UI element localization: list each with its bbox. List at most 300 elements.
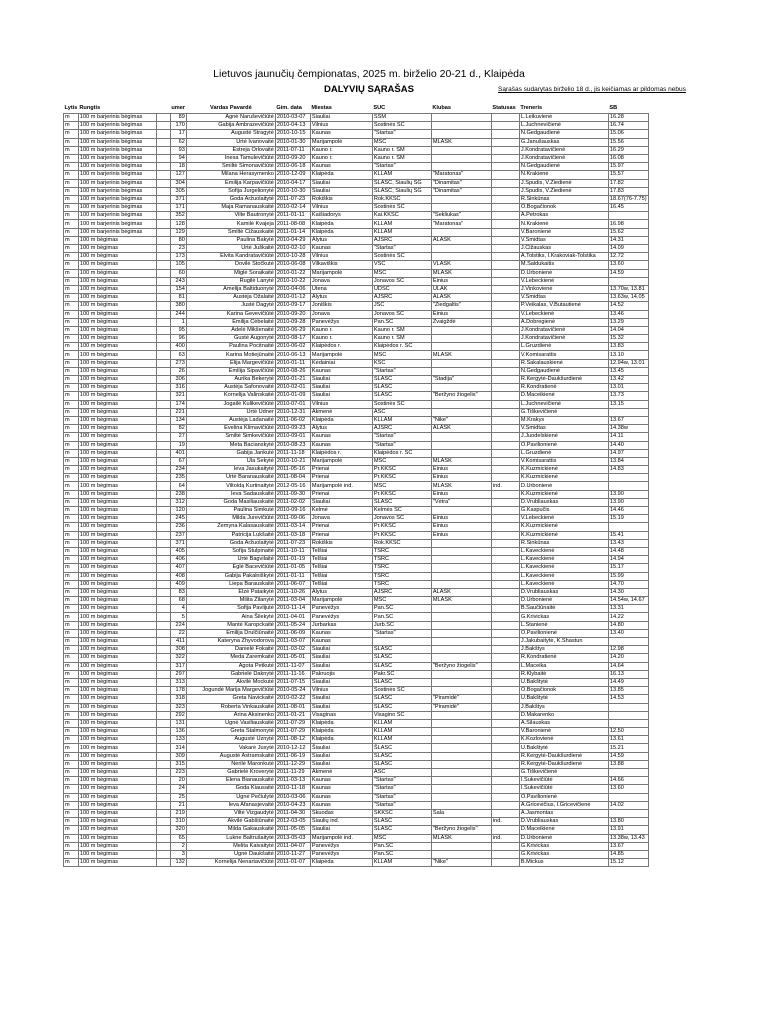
cell-sb: 13.70w, 13.81 [608,285,648,293]
cell-blank [156,449,170,457]
cell-number: 245 [170,515,186,523]
cell-blank [156,613,170,621]
cell-club [431,122,491,130]
cell-blank [156,752,170,760]
cell-city: Telšiai [310,564,372,572]
cell-name: Augustė Astramskaitė [186,752,275,760]
cell-birthdate: 2010-06-13 [275,351,310,359]
cell-number: 292 [170,711,186,719]
cell-club [431,359,491,367]
cell-club [431,785,491,793]
cell-name: Vilte Bautronytė [186,212,275,220]
cell-city: Akmenė [310,769,372,777]
cell-suc: AJSRC [372,588,431,596]
cell-club [431,580,491,588]
cell-coach: J.Kondratavičienė [519,146,608,154]
cell-status [491,367,519,375]
cell-number: 174 [170,400,186,408]
cell-birthdate: 2010-09-20 [275,310,310,318]
cell-city: Šiauliai [310,376,372,384]
cell-number: 89 [170,114,186,122]
table-body [64,114,649,867]
cell-gender: m [64,629,79,637]
cell-birthdate: 2010-01-09 [275,392,310,400]
cell-name: Elzė Pataikytė [186,588,275,596]
cell-gender: m [64,204,79,212]
cell-club: "Vėtra" [431,498,491,506]
cell-suc: Pr.KKSC [372,490,431,498]
cell-name: Smiltė Šimkevičiūtė [186,433,275,441]
cell-club: "Beržyno žiogelis" [431,662,491,670]
cell-sb: 12.98 [608,646,648,654]
cell-birthdate: 2011-01-07 [275,859,310,867]
cell-birthdate: 2010-07-01 [275,400,310,408]
cell-birthdate: 2011-03-07 [275,638,310,646]
cell-birthdate: 2011-11-29 [275,769,310,777]
cell-club: ULAK [431,285,491,293]
cell-birthdate: 2011-11-18 [275,449,310,457]
cell-coach: V.Smidtas [519,294,608,302]
cell-birthdate: 2011-05-01 [275,654,310,662]
cell-sb: 14.80 [608,621,648,629]
cell-birthdate: 2010-03-07 [275,114,310,122]
cell-gender: m [64,220,79,228]
cell-coach: J.Kondratavičienė [519,154,608,162]
cell-coach: G.Tiškevičienė [519,408,608,416]
cell-blank [156,785,170,793]
cell-suc: "Startas" [372,777,431,785]
table-row [64,826,649,834]
table-row [64,523,649,531]
cell-suc: "Startas" [372,441,431,449]
cell-suc: Sostinės SC [372,204,431,212]
cell-event: 100 m bėgimas [78,302,156,310]
cell-suc: Rok.KKSC [372,195,431,203]
cell-sb: 13.38w, 13.43 [608,834,648,842]
cell-suc: ASC [372,769,431,777]
table-row [64,629,649,637]
cell-name: Evelina Klimavičiūtė [186,425,275,433]
cell-status [491,793,519,801]
cell-suc: "Startas" [372,801,431,809]
cell-gender: m [64,335,79,343]
cell-name: Gabija Ambrazevičiūtė [186,122,275,130]
cell-name: Augustė Stragytė [186,130,275,138]
cell-sb: 13.63w, 14.05 [608,294,648,302]
cell-suc: Pr.KKSC [372,531,431,539]
cell-sb: 14.64 [608,662,648,670]
cell-city: Kaunas [310,367,372,375]
cell-gender: m [64,515,79,523]
cell-club: Einius [431,474,491,482]
cell-gender: m [64,597,79,605]
cell-event: 100 m bėgimas [78,523,156,531]
cell-name: Ugnė Vasiliauskaitė [186,719,275,727]
table-row [64,654,649,662]
cell-city: Kaunas [310,433,372,441]
cell-suc: "Startas" [372,367,431,375]
table-row [64,621,649,629]
cell-sb: 12.50 [608,728,648,736]
cell-status [491,474,519,482]
cell-status [491,400,519,408]
cell-sb: 14.22 [608,613,648,621]
header-cell: Vardas Pavardė [210,105,252,111]
cell-city: Vilnius [310,122,372,130]
cell-club [431,384,491,392]
cell-number: 120 [170,507,186,515]
cell-blank [156,269,170,277]
cell-suc: MSC [372,482,431,490]
cell-birthdate: 2011-03-14 [275,523,310,531]
cell-birthdate: 2011-10-26 [275,588,310,596]
cell-event: 100 m bėgimas [78,343,156,351]
cell-suc: ŠLASC, Šiaulių SG [372,187,431,195]
cell-blank [156,793,170,801]
cell-blank [156,359,170,367]
cell-blank [156,277,170,285]
cell-name: Smiltė Simonavičiūtė [186,163,275,171]
cell-status [491,425,519,433]
table-row [64,859,649,867]
cell-gender: m [64,416,79,424]
cell-gender: m [64,752,79,760]
cell-event: 100 m bėgimas [78,466,156,474]
cell-event: 100 m bėgimas [78,253,156,261]
cell-coach: R.Kergytė-Daukšurdienė [519,376,608,384]
cell-status [491,130,519,138]
cell-birthdate: 2011-05-16 [275,466,310,474]
cell-coach: A.Dobregienė [519,318,608,326]
cell-event: 100 m bėgimas [78,547,156,555]
cell-sb: 13.80 [608,818,648,826]
cell-sb: 16.45 [608,204,648,212]
table-row [64,588,649,596]
cell-suc: Pan.SC [372,318,431,326]
cell-blank [156,408,170,416]
cell-blank [156,425,170,433]
cell-city: Kauno r. [310,335,372,343]
cell-suc: AJSRC [372,425,431,433]
cell-status [491,384,519,392]
cell-blank [156,294,170,302]
cell-club: Einius [431,310,491,318]
cell-coach: L.Gruzdienė [519,449,608,457]
cell-suc: MSC [372,138,431,146]
cell-event: 100 m bėgimas [78,719,156,727]
cell-club [431,687,491,695]
cell-number: 131 [170,719,186,727]
cell-status [491,507,519,515]
cell-gender: m [64,253,79,261]
cell-number: 406 [170,556,186,564]
cell-club: MLASK [431,457,491,465]
cell-number: 323 [170,703,186,711]
cell-status [491,646,519,654]
cell-blank [156,564,170,572]
cell-gender: m [64,719,79,727]
cell-blank [156,482,170,490]
cell-sb: 14.54w, 14.67 [608,597,648,605]
cell-gender: m [64,556,79,564]
cell-gender: m [64,605,79,613]
table-row [64,285,649,293]
cell-number: 65 [170,834,186,842]
cell-sb: 16.08 [608,154,648,162]
cell-blank [156,220,170,228]
cell-number: 62 [170,138,186,146]
cell-suc: Jurb.SC [372,621,431,629]
cell-sb [608,277,648,285]
cell-gender: m [64,367,79,375]
cell-sb [608,719,648,727]
cell-number: 221 [170,408,186,416]
cell-status [491,736,519,744]
cell-status [491,711,519,719]
cell-club [431,638,491,646]
cell-birthdate: 2010-04-13 [275,122,310,130]
cell-club [431,335,491,343]
cell-birthdate: 2010-04-06 [275,285,310,293]
cell-gender: m [64,343,79,351]
cell-gender: m [64,114,79,122]
cell-blank [156,809,170,817]
table-row [64,114,649,122]
cell-club: VLASK [431,261,491,269]
cell-birthdate: 2011-03-02 [275,646,310,654]
cell-status [491,449,519,457]
cell-sb: 13.46 [608,310,648,318]
table-row [64,400,649,408]
cell-birthdate: 2011-06-09 [275,629,310,637]
cell-coach: O.Pavilionienė [519,441,608,449]
table-row [64,662,649,670]
table-row [64,793,649,801]
cell-city: Kaunas [310,801,372,809]
cell-birthdate: 2010-09-23 [275,425,310,433]
cell-club: ALASK [431,588,491,596]
cell-name: Inesa Tamulevičiūtė [186,154,275,162]
cell-club [431,629,491,637]
cell-sb: 14.31 [608,236,648,244]
cell-gender: m [64,507,79,515]
cell-suc: ŠLASC, Šiaulių SG [372,179,431,187]
cell-number: 171 [170,204,186,212]
cell-coach: L.Kaveckienė [519,556,608,564]
cell-blank [156,760,170,768]
cell-event: 100 m bėgimas [78,310,156,318]
cell-coach: J.Juodelskienė [519,433,608,441]
cell-number: 308 [170,646,186,654]
cell-number: 313 [170,678,186,686]
cell-club [431,769,491,777]
cell-birthdate: 2010-09-20 [275,154,310,162]
cell-blank [156,335,170,343]
cell-name: Urtė Ūdner [186,408,275,416]
cell-city: Panevėžys [310,613,372,621]
cell-gender: m [64,376,79,384]
cell-number: 305 [170,187,186,195]
cell-number: 132 [170,859,186,867]
cell-gender: m [64,449,79,457]
cell-number: 322 [170,654,186,662]
cell-birthdate: 2010-02-01 [275,384,310,392]
cell-name: Greta Navickaitė [186,695,275,703]
cell-gender: m [64,269,79,277]
cell-name: Jogundė Marija Margevičiūtė [186,687,275,695]
cell-sb: 13.29 [608,318,648,326]
cell-number: 235 [170,474,186,482]
cell-event: 100 m bėgimas [78,793,156,801]
cell-suc: ŠLASC [372,376,431,384]
cell-suc: Kauno r. SM [372,146,431,154]
cell-blank [156,678,170,686]
cell-status [491,294,519,302]
cell-name: Milda Jurevičiūtė [186,515,275,523]
cell-event: 100 m bėgimas [78,760,156,768]
table-row [64,646,649,654]
cell-suc: "Startas" [372,245,431,253]
cell-name: Meda Zaremkaitė [186,654,275,662]
cell-blank [156,343,170,351]
cell-status [491,564,519,572]
cell-birthdate: 2010-01-11 [275,359,310,367]
cell-city: Šiauliai [310,662,372,670]
cell-name: Rugilė Lanytė [186,277,275,285]
cell-number: 320 [170,826,186,834]
cell-blank [156,212,170,220]
cell-club [431,719,491,727]
cell-coach: D.Vrubliauskas [519,588,608,596]
cell-coach: A.Jasmontas [519,809,608,817]
cell-city: Kaunas [310,793,372,801]
cell-blank [156,523,170,531]
cell-coach: V.Smidtas [519,425,608,433]
cell-event: 100 m bėgimas [78,367,156,375]
cell-birthdate: 2010-02-14 [275,204,310,212]
cell-coach: K.Kuzmickienė [519,474,608,482]
cell-name: Augustė Uznytė [186,736,275,744]
cell-number: 26 [170,367,186,375]
cell-name: Sofija Stulpinaitė [186,547,275,555]
cell-number: 238 [170,490,186,498]
cell-name: Liepa Barauskaitė [186,580,275,588]
cell-status [491,654,519,662]
table-row [64,719,649,727]
cell-club [431,556,491,564]
cell-coach: D.Urbonienė [519,482,608,490]
cell-status [491,253,519,261]
table-row [64,326,649,334]
table-row [64,236,649,244]
cell-name: Maja Ramanauskaitė [186,204,275,212]
table-row [64,122,649,130]
cell-city: Šiauliai [310,498,372,506]
cell-number: 20 [170,777,186,785]
cell-sb: 14.40 [608,441,648,449]
cell-status [491,228,519,236]
cell-status [491,842,519,850]
cell-status [491,588,519,596]
cell-name: Urtė Bagvilaitė [186,556,275,564]
cell-status [491,621,519,629]
cell-blank [156,179,170,187]
cell-birthdate: 2010-09-01 [275,433,310,441]
table-row [64,261,649,269]
table-row [64,367,649,375]
cell-suc: KSC [372,359,431,367]
cell-blank [156,801,170,809]
cell-blank [156,687,170,695]
table-row [64,818,649,826]
cell-gender: m [64,294,79,302]
cell-city: Marijampolė [310,269,372,277]
cell-status [491,580,519,588]
cell-event: 100 m barjerinis bėgimas [78,163,156,171]
cell-gender: m [64,564,79,572]
cell-gender: m [64,498,79,506]
cell-status [491,302,519,310]
cell-event: 100 m bėgimas [78,490,156,498]
cell-number: 314 [170,744,186,752]
cell-name: Viltoldą Kurtinaitytė [186,482,275,490]
cell-event: 100 m bėgimas [78,416,156,424]
cell-gender: m [64,523,79,531]
cell-status [491,335,519,343]
cell-city: Panevėžys [310,605,372,613]
cell-suc: Sostinės SC [372,253,431,261]
cell-name: Goda Masiliauskaitė [186,498,275,506]
cell-coach: L.Kaveckienė [519,564,608,572]
cell-coach: L.Kaveckienė [519,547,608,555]
cell-event: 100 m bėgimas [78,236,156,244]
cell-city: Šiauliai [310,678,372,686]
header-cell: Lytis [64,105,78,111]
cell-gender: m [64,859,79,867]
cell-gender: m [64,392,79,400]
table-row [64,154,649,162]
participants-table-wrap [63,104,649,867]
cell-club [431,204,491,212]
cell-status [491,826,519,834]
cell-coach: A.Tolstiks, I.Krakoviak-Tolstika [519,253,608,261]
cell-gender: m [64,638,79,646]
cell-number: 178 [170,687,186,695]
cell-birthdate: 2010-01-22 [275,269,310,277]
cell-birthdate: 2011-08-04 [275,474,310,482]
cell-sb [608,793,648,801]
table-row [64,138,649,146]
cell-gender: m [64,326,79,334]
table-row [64,220,649,228]
cell-event: 100 m bėgimas [78,359,156,367]
cell-status [491,572,519,580]
cell-birthdate: 2011-10-11 [275,547,310,555]
cell-city: Šiauliai [310,179,372,187]
cell-coach: V.Smidtas [519,236,608,244]
cell-club [431,245,491,253]
cell-status [491,703,519,711]
document-subtitle: DALYVIŲ SĄRAŠAS [324,84,414,95]
cell-birthdate: 2010-08-23 [275,441,310,449]
cell-coach: B.Mickus [519,859,608,867]
cell-city: Šiauliai [310,187,372,195]
cell-coach: V.Baronienė [519,228,608,236]
table-row [64,130,649,138]
cell-event: 100 m barjerinis bėgimas [78,204,156,212]
cell-birthdate: 2010-11-18 [275,785,310,793]
cell-name: Paulina Bakytė [186,236,275,244]
